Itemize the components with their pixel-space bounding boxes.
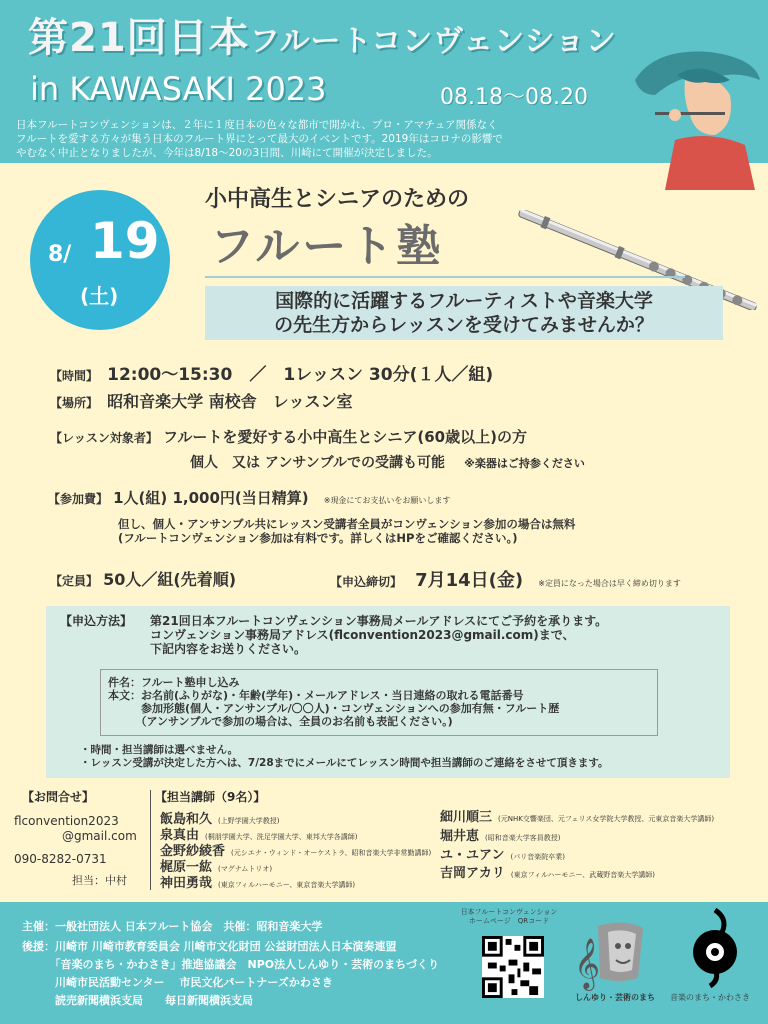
target-note: ※楽器はご持参ください	[464, 457, 585, 470]
footer-support-4: 読売新聞横浜支局 毎日新聞横浜支局	[22, 994, 253, 1007]
event-title: 第21回日本フルートコンヴェンション	[28, 15, 617, 61]
qr-caption: 日本フルートコンヴェンション ホームページ QRコード	[460, 908, 558, 925]
catch-copy: 国際的に活躍するフルーティストや音楽大学 の先生方からレッスンを受けてみませんか？	[205, 286, 723, 340]
contact-phone: 090-8282-0731	[14, 852, 107, 866]
contact-divider	[150, 790, 151, 890]
contact-email-1: flconvention2023	[14, 814, 119, 828]
qr-code[interactable]	[482, 936, 544, 998]
target-row	[50, 426, 527, 447]
teacher-item: 泉真由 (桐朋学園大学、洗足学園大学、東邦大学各講師)	[160, 828, 358, 843]
teacher-item: 堀井恵 (昭和音楽大学客員教授)	[440, 829, 561, 844]
event-subtitle: in KAWASAKI 2023	[30, 70, 327, 108]
teacher-item: 梶原一紘 (マグナムトリオ)	[160, 860, 273, 875]
place-row	[50, 389, 353, 412]
deadline-value: 7月14日(金)	[415, 570, 524, 591]
fee-extra: 但し、個人・アンサンブル共にレッスン受講者全員がコンヴェンション参加の場合は無料 (フルートコンヴェンション参加は有料です。詳しくはHPをご確認ください。)	[118, 517, 576, 545]
target-value-2: 個人 又は アンサンブルでの受講も可能	[190, 455, 446, 471]
event-dates: 08.18〜08.20	[440, 85, 588, 110]
deadline-row	[330, 566, 681, 592]
intro-text: 日本フルートコンヴェンションは、２年に１度日本の色々な都市で開かれ、プロ・アマチュア関係なく フルートを愛する方々が集う日本のフルート界にとって最大のイベントです。2019年はコロナの影響で やむなく中止となりましたが、今年は8/18〜20の3日間、川崎にて開催が決定しました。	[16, 119, 503, 159]
lesson-subtitle: 小中高生とシニアのための	[205, 187, 470, 212]
apply-label: 【申込方法】	[60, 614, 133, 628]
target-value: フルートを愛好する小中高生とシニア(60歳以上)の方	[162, 428, 527, 446]
apply-notes: ・時間・担当講師は選べません。 ・レッスン受講が決定した方へは、7/28までにメールにてレッスン時間や担当講師のご連絡をさせて頂きます。	[80, 744, 609, 769]
teacher-item: 細川順三 (元NHK交響楽団、元フェリス女学院大学教授、元東京音楽大学講師)	[440, 810, 715, 825]
target-label: 【レッスン対象者】	[50, 431, 158, 445]
time-row	[50, 360, 493, 385]
capacity-row	[50, 567, 236, 590]
flutist-illustration	[615, 40, 765, 190]
teacher-item: 飯島和久 (上野学園大学教授)	[160, 812, 280, 827]
music-city-caption: 音楽のまち・かわさき	[670, 993, 750, 1002]
event-date-badge	[30, 190, 170, 330]
contact-person: 担当：中村	[72, 874, 127, 887]
teacher-item: ユ・ユアン (パリ音楽院卒業)	[440, 848, 565, 863]
contact-label: 【お問合せ】	[22, 790, 95, 804]
time-label: 【時間】	[50, 369, 99, 383]
footer-organizer: 主催：一般社団法人 日本フルート協会 共催：昭和音楽大学	[22, 920, 323, 933]
deadline-note: ※定員になった場合は早く締め切ります	[538, 579, 681, 588]
contact-email-2: @gmail.com	[62, 829, 137, 843]
target-row-2	[190, 452, 585, 472]
fee-value: 1人(組) 1,000円(当日精算)	[113, 489, 309, 507]
title-divider	[205, 276, 685, 278]
apply-instructions: 第21回日本フルートコンヴェンション事務局メールアドレスにてご予約を承ります。 コンヴェンション事務局アドレス(flconvention2023@gmail.com)まで、 下記内容をお送りください。	[150, 614, 608, 656]
footer-support-2: 「音楽のまち・かわさき」推進協議会 NPO法人しんゆり・芸術のまちづくり	[22, 958, 440, 971]
footer-support-1: 後援：川崎市 川崎市教育委員会 川崎市文化財団 公益財団法人日本演奏連盟	[22, 940, 397, 953]
footer-support-3: 川崎市民活動センター 市民文化パートナーズかわさき	[22, 976, 333, 989]
music-city-logo	[680, 906, 750, 990]
fee-note: ※現金にてお支払いをお願いします	[323, 496, 451, 505]
place-value: 昭和音楽大学 南校舎 レッスン室	[107, 392, 353, 411]
fee-row	[48, 487, 450, 508]
date-day: 19	[90, 212, 160, 270]
lesson-title: フルート塾	[210, 221, 444, 272]
teachers-label: 【担当講師（9名）】	[155, 790, 266, 804]
time-value: 12:00〜15:30 ／ 1レッスン 30分(１人／組)	[107, 365, 494, 385]
teacher-item: 神田勇哉 (東京フィルハーモニー、東京音楽大学講師)	[160, 876, 356, 891]
deadline-label: 【申込締切】	[330, 575, 403, 589]
fee-label: 【参加費】	[48, 492, 109, 506]
svg-text:𝄞: 𝄞	[574, 938, 601, 989]
place-label: 【場所】	[50, 396, 99, 410]
date-month: 8/	[48, 242, 72, 267]
capacity-label: 【定員】	[50, 574, 99, 588]
teacher-item: 金野紗綾香 (元シエナ・ウィンド・オーケストラ、昭和音楽大学非常勤講師)	[160, 844, 432, 859]
mail-format-text: 件名：フルート塾申し込み 本文：お名前(ふりがな)・年齢(学年)・メールアドレス・当日連絡の取れる電話番号 参加形態(個人・アンサンブル/〇〇人)・コンヴェンションへの参加有無・フルート歴 （アンサンブルで参加の場合は、全員のお名前も表記ください。)	[108, 676, 560, 728]
capacity-value: 50人／組(先着順)	[103, 570, 237, 589]
teacher-item: 吉岡アカリ (東京フィルハーモニー、武蔵野音楽大学講師)	[440, 866, 656, 881]
date-weekday: (土)	[80, 284, 119, 308]
shinyuri-caption: しんゆり・芸術のまち	[575, 993, 655, 1002]
